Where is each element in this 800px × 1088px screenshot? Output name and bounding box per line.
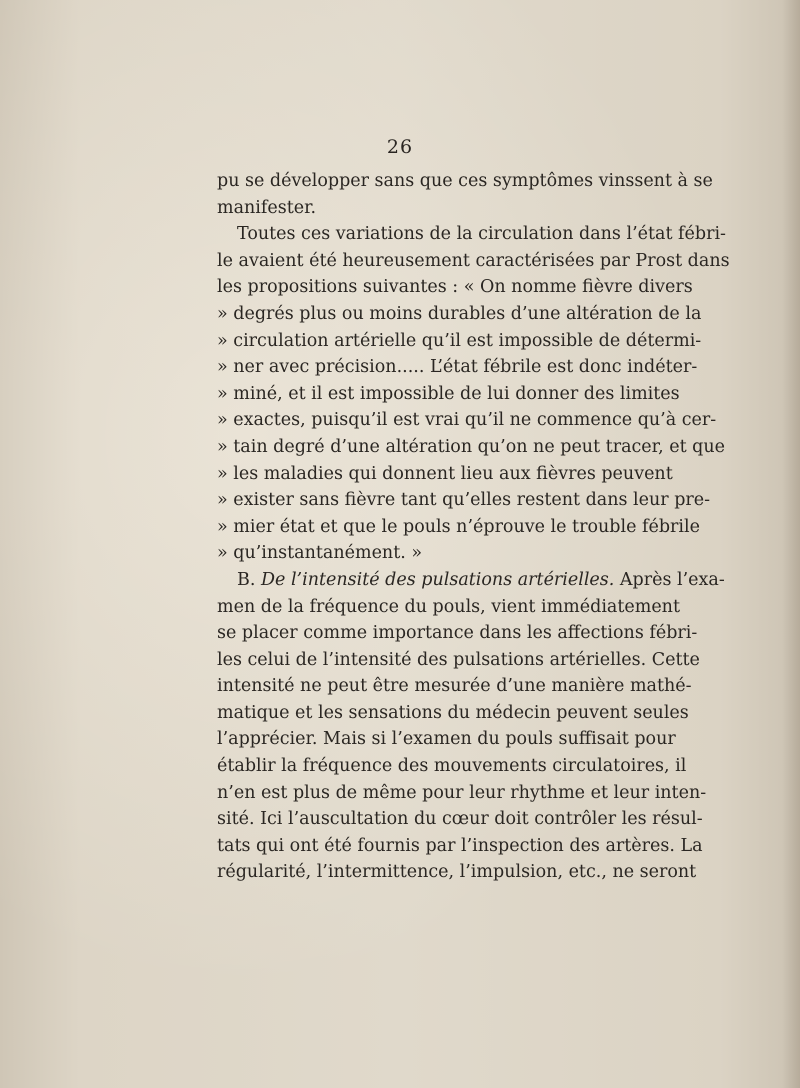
text-line: manifester. [217, 197, 317, 218]
text-line: » exactes, puisqu’il est vrai qu’il ne commence qu’à cer- [217, 410, 717, 431]
text-line: n’en est plus de même pour leur rhythme et leur inten- [217, 782, 707, 803]
text-line: régularité, l’intermittence, l’impulsion, etc., ne seront [217, 862, 697, 883]
text-line: l’apprécier. Mais si l’examen du pouls suffisait pour [217, 729, 676, 750]
text-line: établir la fréquence des mouvements circulatoires, il [217, 756, 687, 777]
section-title: De l’intensité des pulsations artérielles. [261, 569, 615, 590]
page-number: 26 [386, 136, 414, 158]
text-line: » circulation artérielle qu’il est impossible de détermi- [217, 330, 702, 351]
text-line: pu se développer sans que ces symptômes vinssent à se [217, 171, 713, 191]
text-line: se placer comme importance dans les affections fébri- [217, 623, 698, 644]
page-edge-shadow [782, 0, 800, 1088]
text-line: les propositions suivantes : « On nomme fièvre divers [217, 277, 693, 298]
text-line: » ner avec précision..... L’état fébrile est donc indéter- [217, 357, 698, 378]
text-line: » mier état et que le pouls n’éprouve le trouble fébrile [217, 516, 700, 537]
text-line: » degrés plus ou moins durables d’une altération de la [217, 303, 702, 324]
text-line: men de la fréquence du pouls, vient immédiatement [217, 596, 680, 617]
section-letter: B. [237, 569, 261, 590]
text-line: Toutes ces variations de la circulation dans l’état fébri- [237, 224, 726, 245]
section-continuation: Après l’exa- [614, 569, 725, 590]
text-line: » qu’instantanément. » [217, 543, 423, 564]
text-line: tats qui ont été fournis par l’inspection des artères. La [217, 835, 703, 856]
text-line: le avaient été heureusement caractérisées par Prost dans [217, 250, 730, 271]
body-text [217, 168, 730, 886]
text-line: les celui de l’intensité des pulsations artérielles. Cette [217, 649, 700, 670]
text-line: sité. Ici l’auscultation du cœur doit contrôler les résul- [217, 809, 703, 830]
section-heading-line [217, 567, 725, 594]
text-line: » les maladies qui donnent lieu aux fièvres peuvent [217, 463, 673, 484]
text-line: » miné, et il est impossible de lui donner des limites [217, 383, 680, 404]
text-line: » exister sans fièvre tant qu’elles restent dans leur pre- [217, 490, 711, 511]
text-line: matique et les sensations du médecin peuvent seules [217, 702, 689, 723]
text-line: » tain degré d’une altération qu’on ne peut tracer, et que [217, 436, 726, 457]
text-line: intensité ne peut être mesurée d’une manière mathé- [217, 676, 692, 697]
